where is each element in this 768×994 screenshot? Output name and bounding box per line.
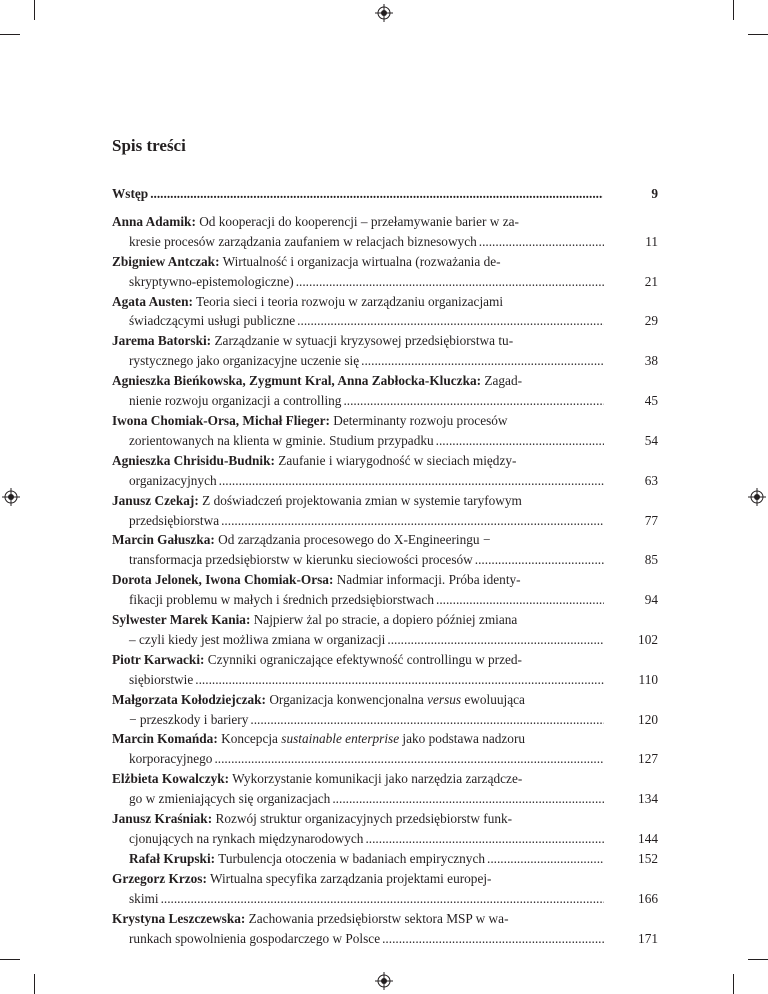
entry-title-cont: transformacja przedsiębiorstw w kierunku sieciowości procesów (129, 552, 473, 568)
entry-title-cont: nienie rozwoju organizacji a controlling (129, 393, 342, 409)
crop-mark (733, 974, 734, 994)
entry-page-number: 11 (645, 233, 658, 249)
entry-title: Czynniki ograniczające efektywność controllingu w przed- (207, 651, 522, 667)
entry-author: Rafał Krupski: (129, 850, 216, 866)
entry-title-cont: runkach spowolnienia gospodarczego w Polsce (129, 930, 381, 946)
entry-author: Krystyna Leszczewska: (112, 910, 246, 926)
toc-entry (112, 650, 658, 690)
registration-mark-icon (375, 4, 393, 22)
entry-page-number: 21 (644, 273, 658, 289)
entry-page-number: 134 (638, 791, 658, 807)
entry-title-cont: skryptywno-epistemologiczne) (129, 273, 294, 289)
toc-entry (112, 769, 658, 809)
entry-title-cont: – czyli kiedy jest możliwa zmiana w organizacji (129, 631, 386, 647)
entry-author: Marcin Gałuszka: (112, 532, 215, 548)
toc-entry (112, 371, 658, 411)
entry-title-cont: fikacji problemu w małych i średnich przedsiębiorstwach (129, 592, 434, 608)
entry-page-number: 144 (638, 831, 658, 846)
entry-author: Zbigniew Antczak: (112, 253, 220, 269)
entry-author: Iwona Chomiak-Orsa, Michał Flieger: (112, 412, 330, 428)
entry-title-cont: organizacyjnych (129, 472, 217, 488)
registration-mark-icon (748, 488, 766, 506)
toc-entry (112, 849, 658, 869)
entry-page-number: 45 (644, 393, 658, 409)
entry-author: Sylwester Marek Kania: (112, 612, 251, 628)
entry-page-number: 127 (638, 751, 658, 767)
toc-entry (112, 331, 658, 371)
toc-entry (112, 869, 658, 909)
toc-entry (112, 909, 658, 949)
registration-mark-icon (2, 488, 20, 506)
entry-title: Organizacja konwencjonalna versus ewoluująca (269, 691, 525, 707)
entry-title-cont: − przeszkody i bariery (129, 711, 249, 727)
crop-mark (748, 959, 768, 960)
crop-mark (34, 0, 35, 20)
entry-page-number: 94 (644, 592, 658, 608)
entry-page-number: 152 (638, 850, 658, 866)
entry-title-cont: skimi (129, 890, 159, 906)
entry-page-number: 77 (644, 512, 658, 528)
entry-title: Wykorzystanie komunikacji jako narzędzia zarządcze- (232, 771, 523, 787)
toc-entry (112, 729, 658, 769)
entry-page-number: 63 (644, 472, 658, 488)
toc-entry (112, 570, 658, 610)
entry-title-cont: go w zmieniających się organizacjach (129, 791, 331, 807)
entry-author: Janusz Czekaj: (112, 492, 199, 508)
entry-title-cont: kresie procesów zarządzania zaufaniem w relacjach biznesowych (129, 233, 477, 249)
entry-title: Od zarządzania procesowego do X-Engineeringu − (218, 532, 491, 548)
entry-title-cont: zorientowanych na klienta w gminie. Studium przypadku (129, 432, 434, 448)
toc-entry (112, 530, 658, 570)
entry-page-number: 38 (644, 353, 658, 369)
entry-author: Agnieszka Bieńkowska, Zygmunt Kral, Anna Zabłocka-Kluczka: (112, 373, 482, 389)
entry-title: Z doświadczeń projektowania zmian w systemie taryfowym (202, 492, 522, 508)
entry-title: Zarządzanie w sytuacji kryzysowej przedsiębiorstwa tu- (214, 333, 514, 349)
entry-title: Teoria sieci i teoria rozwoju w zarządzaniu organizacjami (196, 293, 504, 309)
toc-entry (112, 212, 658, 252)
entry-author: Agnieszka Chrisidu-Budnik: (112, 452, 275, 468)
entry-author: Jarema Batorski: (112, 333, 212, 349)
crop-mark (733, 0, 734, 20)
entry-page-number: 171 (638, 930, 658, 946)
entry-title: Determinanty rozwoju procesów (333, 412, 508, 428)
entry-page-number: 29 (644, 313, 658, 329)
entry-title: Zachowania przedsiębiorstw sektora MSP w wa- (248, 910, 509, 926)
entry-page-number: 120 (638, 711, 658, 727)
entry-title-cont: świadczącymi usługi publiczne (129, 313, 296, 329)
entry-title: Najpierw żal po stracie, a dopiero później zmiana (253, 612, 518, 628)
entry-title: Koncepcja sustainable enterprise jako podstawa nadzoru (221, 731, 526, 747)
toc-entry (112, 690, 658, 730)
entry-author: Agata Austen: (112, 293, 193, 309)
entry-author: Piotr Karwacki: (112, 651, 205, 667)
entry-title: Zaufanie i wiarygodność w sieciach między- (278, 452, 517, 468)
entry-author: Anna Adamik: (112, 213, 196, 229)
entry-title: Zagad- (484, 373, 523, 389)
entry-author: Marcin Komańda: (112, 731, 218, 747)
entry-page-number: 85 (644, 552, 658, 568)
entry-title-cont: rystycznego jako organizacyjne uczenie się (129, 353, 360, 369)
crop-mark (0, 34, 20, 35)
toc-entry (112, 809, 658, 849)
entry-author: Grzegorz Krzos: (112, 870, 207, 886)
entry-title: Nadmiar informacji. Próba identy- (336, 572, 521, 588)
entry-author: Małgorzata Kołodziejczak: (112, 691, 266, 707)
toc-entry (112, 491, 658, 531)
entry-title-cont: siębiorstwie (129, 671, 194, 687)
table-of-contents (112, 184, 658, 948)
entry-author: Janusz Kraśniak: (112, 811, 213, 827)
toc-entry (112, 252, 658, 292)
intro-page-number: 9 (651, 186, 658, 201)
toc-entry (112, 292, 658, 332)
toc-entry (112, 451, 658, 491)
crop-mark (34, 974, 35, 994)
page-title: Spis treści (112, 136, 186, 155)
entry-title: Turbulencja otoczenia w badaniach empirycznych (218, 850, 485, 866)
entry-title: Od kooperacji do kooperencji – przełamywanie barier w za- (199, 213, 519, 229)
entry-page-number: 166 (638, 890, 658, 906)
entry-title-cont: cjonujących na rynkach międzynarodowych (129, 831, 364, 846)
entry-page-number: 110 (638, 671, 658, 687)
entry-title-cont: korporacyjnego (129, 751, 213, 767)
toc-entry (112, 411, 658, 451)
entry-title: Rozwój struktur organizacyjnych przedsiębiorstw funk- (215, 811, 513, 827)
entry-author: Dorota Jelonek, Iwona Chomiak-Orsa: (112, 572, 334, 588)
entry-page-number: 102 (638, 631, 658, 647)
entry-title-cont: przedsiębiorstwa (129, 512, 220, 528)
registration-mark-icon (375, 972, 393, 990)
entry-title: Wirtualność i organizacja wirtualna (rozważania de- (222, 253, 501, 269)
toc-entry (112, 610, 658, 650)
toc-entry-intro (112, 184, 658, 204)
intro-label: Wstęp (112, 186, 149, 201)
entry-title: Wirtualna specyfika zarządzania projektami europej- (209, 870, 492, 886)
entry-page-number: 54 (644, 432, 658, 448)
entry-author: Elżbieta Kowalczyk: (112, 771, 230, 787)
crop-mark (0, 959, 20, 960)
crop-mark (748, 34, 768, 35)
